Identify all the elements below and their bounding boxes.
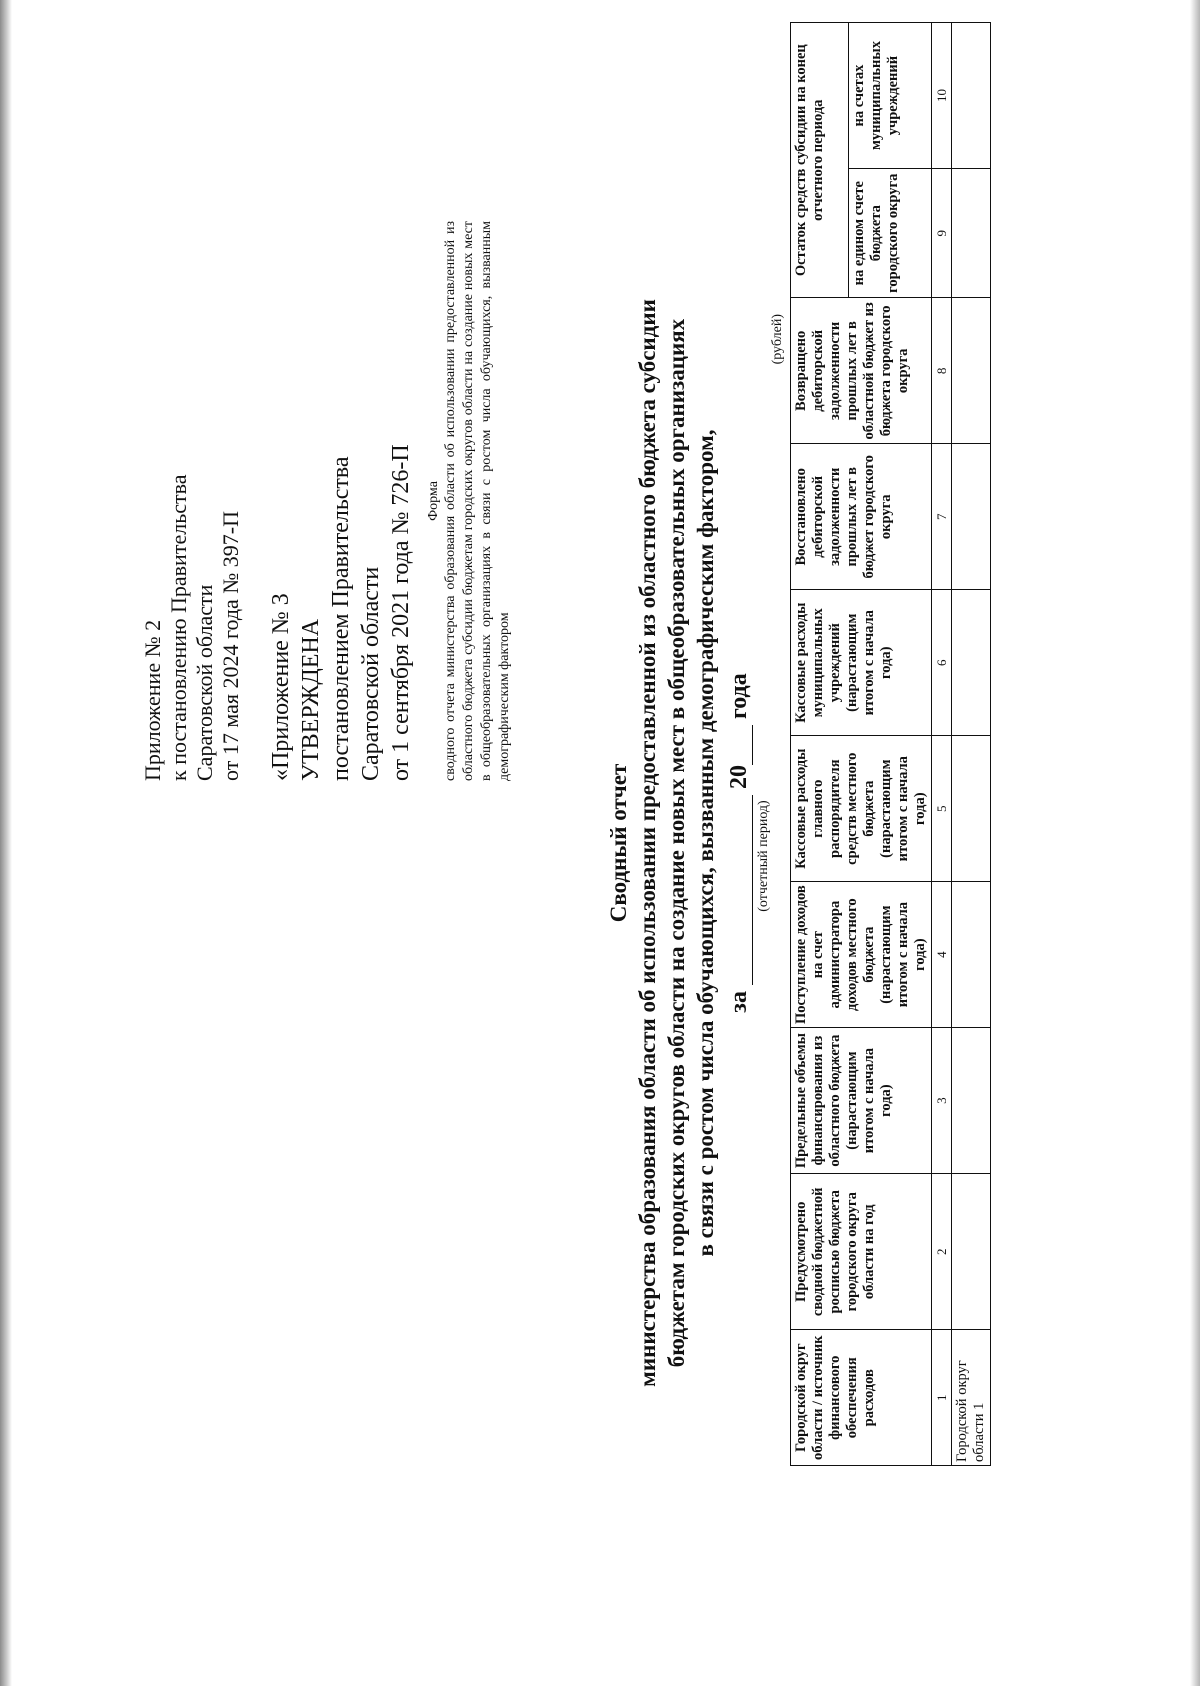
column-number-row: [932, 23, 952, 1466]
column-number: 6: [932, 590, 952, 736]
approval-line: УТВЕРЖДЕНА: [298, 618, 324, 781]
appendix-line: Приложение № 2: [140, 619, 165, 781]
column-number: 8: [932, 298, 952, 444]
row-district-name: Городской округ области 1: [952, 1330, 991, 1466]
table-cell: [952, 1174, 991, 1330]
header-planned: Предусмотрено сводной бюджетной росписью бюджета городского округа области на год: [791, 1174, 932, 1330]
column-number: 5: [932, 736, 952, 882]
approval-line: постановлением Правительства: [328, 456, 354, 781]
column-number: 4: [932, 882, 952, 1028]
approval-line: от 1 сентября 2021 года № 726-П: [388, 444, 414, 781]
header-balance-group: Остаток средств субсидии на конец отчетного периода: [791, 23, 849, 298]
table-row: [952, 23, 991, 1466]
approval-line: Саратовской области: [358, 566, 384, 781]
form-description: сводного отчета министерства образования области об использовании предоставленной из областного бюджета субсидии бюджетам городских округов области на создание новых мест в общеобразовательных организациях в связи с ростом числа обучающихся, вызванным демографическим фактором: [443, 221, 512, 781]
period-note: (отчетный период): [756, 800, 771, 912]
appendix-line: Саратовской области: [192, 584, 217, 781]
period-prefix: за: [726, 991, 752, 1013]
year-blank: [725, 725, 753, 765]
approval-block: [140, 81, 514, 781]
header-district: Городской округ области / источник финансового обеспечения расходов: [791, 1330, 932, 1466]
table-cell: [952, 882, 991, 1028]
header-revenue-receipts: Поступление доходов на счет администратора доходов местного бюджета (нарастающим итогом с начала года): [791, 882, 932, 1028]
report-title: [604, 40, 720, 1646]
table-cell: [952, 1028, 991, 1174]
column-number: 1: [932, 1330, 952, 1466]
period-suffix: года: [726, 673, 752, 720]
column-number: 3: [932, 1028, 952, 1174]
table-cell: [952, 590, 991, 736]
report-title-line: бюджетам городских округов области на создание новых мест в общеобразовательных организациях: [664, 318, 689, 1368]
column-number: 9: [932, 169, 952, 298]
report-title-line: министерства образования области об использовании предоставленной из областного бюджета субсидии: [635, 299, 660, 1387]
report-heading: Сводный отчет: [606, 763, 631, 923]
column-number: 2: [932, 1174, 952, 1330]
period-blank: [725, 795, 753, 985]
column-number: 10: [932, 23, 952, 169]
report-title-line: в связи с ростом числа обучающихся, вызванным демографическим фактором,: [693, 429, 718, 1257]
appendix-line: к постановлению Правительства: [166, 474, 191, 781]
table-cell: [952, 444, 991, 590]
header-restored-receivables: Восстановлено дебиторской задолженности прошлых лет в бюджет городского округа: [791, 444, 932, 590]
table-cell: [952, 298, 991, 444]
header-balance-institution-accounts: на счетах муниципальных учреждений: [848, 23, 931, 169]
header-balance-single-account: на едином счете бюджета городского округа: [848, 169, 931, 298]
appendix-line: от 17 мая 2024 года № 397-П: [218, 511, 243, 781]
table-cell: [952, 23, 991, 169]
header-returned-receivables: Возвращено дебиторской задолженности прошлых лет в областной бюджет из бюджета городского округа: [791, 298, 932, 444]
reporting-period: [725, 40, 753, 1646]
table-cell: [952, 169, 991, 298]
report-table: [790, 22, 991, 1466]
units-label: (рублей): [770, 314, 785, 365]
header-main-manager-expenses: Кассовые расходы главного распорядителя средств местного бюджета (нарастающим итогом с начала года): [791, 736, 932, 882]
column-number: 7: [932, 444, 952, 590]
table-cell: [952, 736, 991, 882]
approval-line: «Приложение № 3: [268, 593, 294, 781]
form-label: Форма: [426, 481, 441, 521]
header-financing-limits: Предельные объемы финансирования из областного бюджета (нарастающим итогом с начала года): [791, 1028, 932, 1174]
period-year: 20: [726, 765, 752, 790]
header-institution-expenses: Кассовые расходы муниципальных учреждений (нарастающим итогом с начала года): [791, 590, 932, 736]
